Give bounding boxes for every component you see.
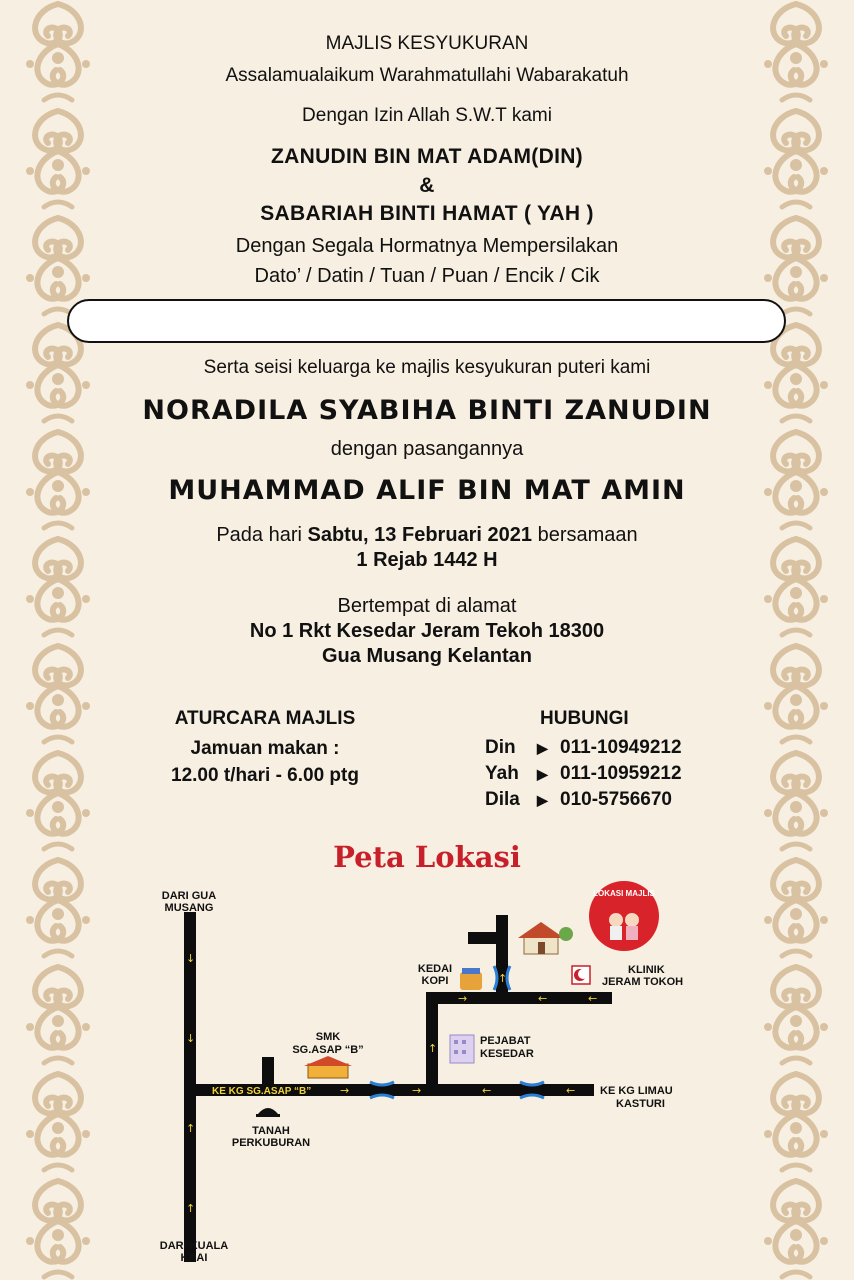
invite-line-2: Dato’ / Datin / Tuan / Puan / Encik / Cik — [254, 265, 600, 287]
svg-text:→: → — [340, 1084, 350, 1097]
label-dari-krai: DARI KUALA — [159, 1240, 229, 1252]
date-suffix: bersamaan — [537, 524, 638, 546]
label-pejabat: PEJABAT — [480, 1035, 531, 1047]
venue-line-2: Gua Musang Kelantan — [321, 645, 533, 667]
contact-name: Dila — [485, 789, 520, 810]
svg-text:→: → — [412, 1084, 422, 1097]
venue-lead: Bertempat di alamat — [337, 595, 517, 617]
contacts-title: HUBUNGI — [540, 708, 629, 729]
contact-phone[interactable]: 010-5756670 — [560, 789, 672, 810]
invite-line-1: Dengan Segala Hormatnya Mempersilakan — [235, 235, 619, 257]
location-map — [0, 880, 854, 1280]
label-dari-krai-2: KRAI — [180, 1252, 208, 1264]
clinic-crescent-icon — [572, 966, 590, 984]
label-jeram-tokoh: JERAM TOKOH — [602, 976, 684, 988]
contact-name: Yah — [485, 763, 519, 784]
label-kesedar: KESEDAR — [480, 1048, 534, 1060]
bride-name: NORADILA SYABIHA BINTI ZANUDIN — [142, 395, 712, 426]
salam-greeting: Assalamualaikum Warahmatullahi Wabarakatuh — [225, 65, 629, 86]
road-kesedar — [426, 992, 438, 1090]
contact-phone[interactable]: 011-10959212 — [560, 763, 682, 784]
label-kedai: KEDAI — [417, 963, 453, 975]
svg-text:←: ← — [482, 1084, 492, 1097]
svg-text:→: → — [458, 992, 468, 1005]
svg-text:↑: ↑ — [428, 1042, 438, 1055]
svg-text:←: ← — [538, 992, 548, 1005]
svg-text:←: ← — [566, 1084, 576, 1097]
play-arrow-icon: ▶ — [537, 792, 548, 808]
schedule-time: 12.00 t/hari - 6.00 ptg — [171, 765, 359, 786]
label-smk: SMK — [315, 1031, 341, 1043]
map-title: Peta Lokasi — [333, 840, 521, 874]
play-arrow-icon: ▶ — [537, 766, 548, 782]
lokasi-majlis-badge — [589, 881, 659, 951]
road-venue-spur — [468, 932, 504, 944]
intro-line: Dengan Izin Allah S.W.T kami — [302, 105, 552, 126]
label-smk-2: SG.ASAP “B” — [292, 1044, 364, 1056]
schedule-item: Jamuan makan : — [190, 738, 340, 759]
event-title: MAJLIS KESYUKURAN — [325, 33, 529, 54]
mosque-icon — [256, 1108, 280, 1117]
label-limau: KE KG LIMAU — [600, 1085, 673, 1097]
label-road-sg-asap: KE KG SG.ASAP “B” — [212, 1086, 312, 1097]
svg-text:↓: ↓ — [186, 1032, 196, 1045]
date-day: Sabtu, 13 Februari 2021 — [307, 524, 533, 546]
date-prefix: Pada hari — [216, 524, 302, 546]
lokasi-badge-text: LOKASI MAJLIS — [593, 889, 655, 898]
schedule-title: ATURCARA MAJLIS — [174, 708, 356, 729]
school-icon — [304, 1056, 352, 1078]
couple-connector: dengan pasangannya — [330, 438, 524, 460]
label-perkuburan: PERKUBURAN — [231, 1137, 311, 1149]
house-icon — [518, 922, 573, 954]
road-spur — [262, 1057, 274, 1089]
label-tanah: TANAH — [252, 1125, 290, 1137]
label-dari-gua-2: MUSANG — [164, 902, 214, 914]
label-dari-gua: DARI GUA — [161, 890, 217, 902]
hijri-date: 1 Rejab 1442 H — [356, 549, 498, 571]
label-kasturi: KASTURI — [616, 1098, 665, 1110]
groom-name: MUHAMMAD ALIF BIN MAT AMIN — [168, 475, 686, 506]
svg-text:↑: ↑ — [186, 1122, 196, 1135]
contact-phone[interactable]: 011-10949212 — [560, 737, 682, 758]
road-to-venue — [496, 915, 508, 1000]
road-klinik — [426, 992, 612, 1004]
label-kopi: KOPI — [421, 975, 449, 987]
svg-text:↓: ↓ — [186, 952, 196, 965]
ampersand: & — [419, 174, 435, 197]
svg-text:↑: ↑ — [498, 972, 508, 985]
date-line — [0, 524, 854, 547]
schedule-section — [110, 708, 420, 787]
host-name-2: SABARIAH BINTI HAMAT ( YAH ) — [260, 202, 594, 225]
svg-text:↑: ↑ — [186, 1202, 196, 1215]
couple-lead: Serta seisi keluarga ke majlis kesyukuran puteri kami — [203, 357, 651, 378]
venue-line-1: No 1 Rkt Kesedar Jeram Tekoh 18300 — [249, 620, 605, 642]
play-arrow-icon: ▶ — [537, 740, 548, 756]
guest-name-field[interactable] — [67, 299, 786, 343]
contact-name: Din — [485, 737, 516, 758]
kedai-kopi-icon — [460, 968, 482, 990]
office-building-icon — [450, 1035, 474, 1063]
host-name-1: ZANUDIN BIN MAT ADAM(DIN) — [271, 145, 583, 168]
label-klinik: KLINIK — [628, 964, 665, 976]
svg-text:←: ← — [588, 992, 598, 1005]
